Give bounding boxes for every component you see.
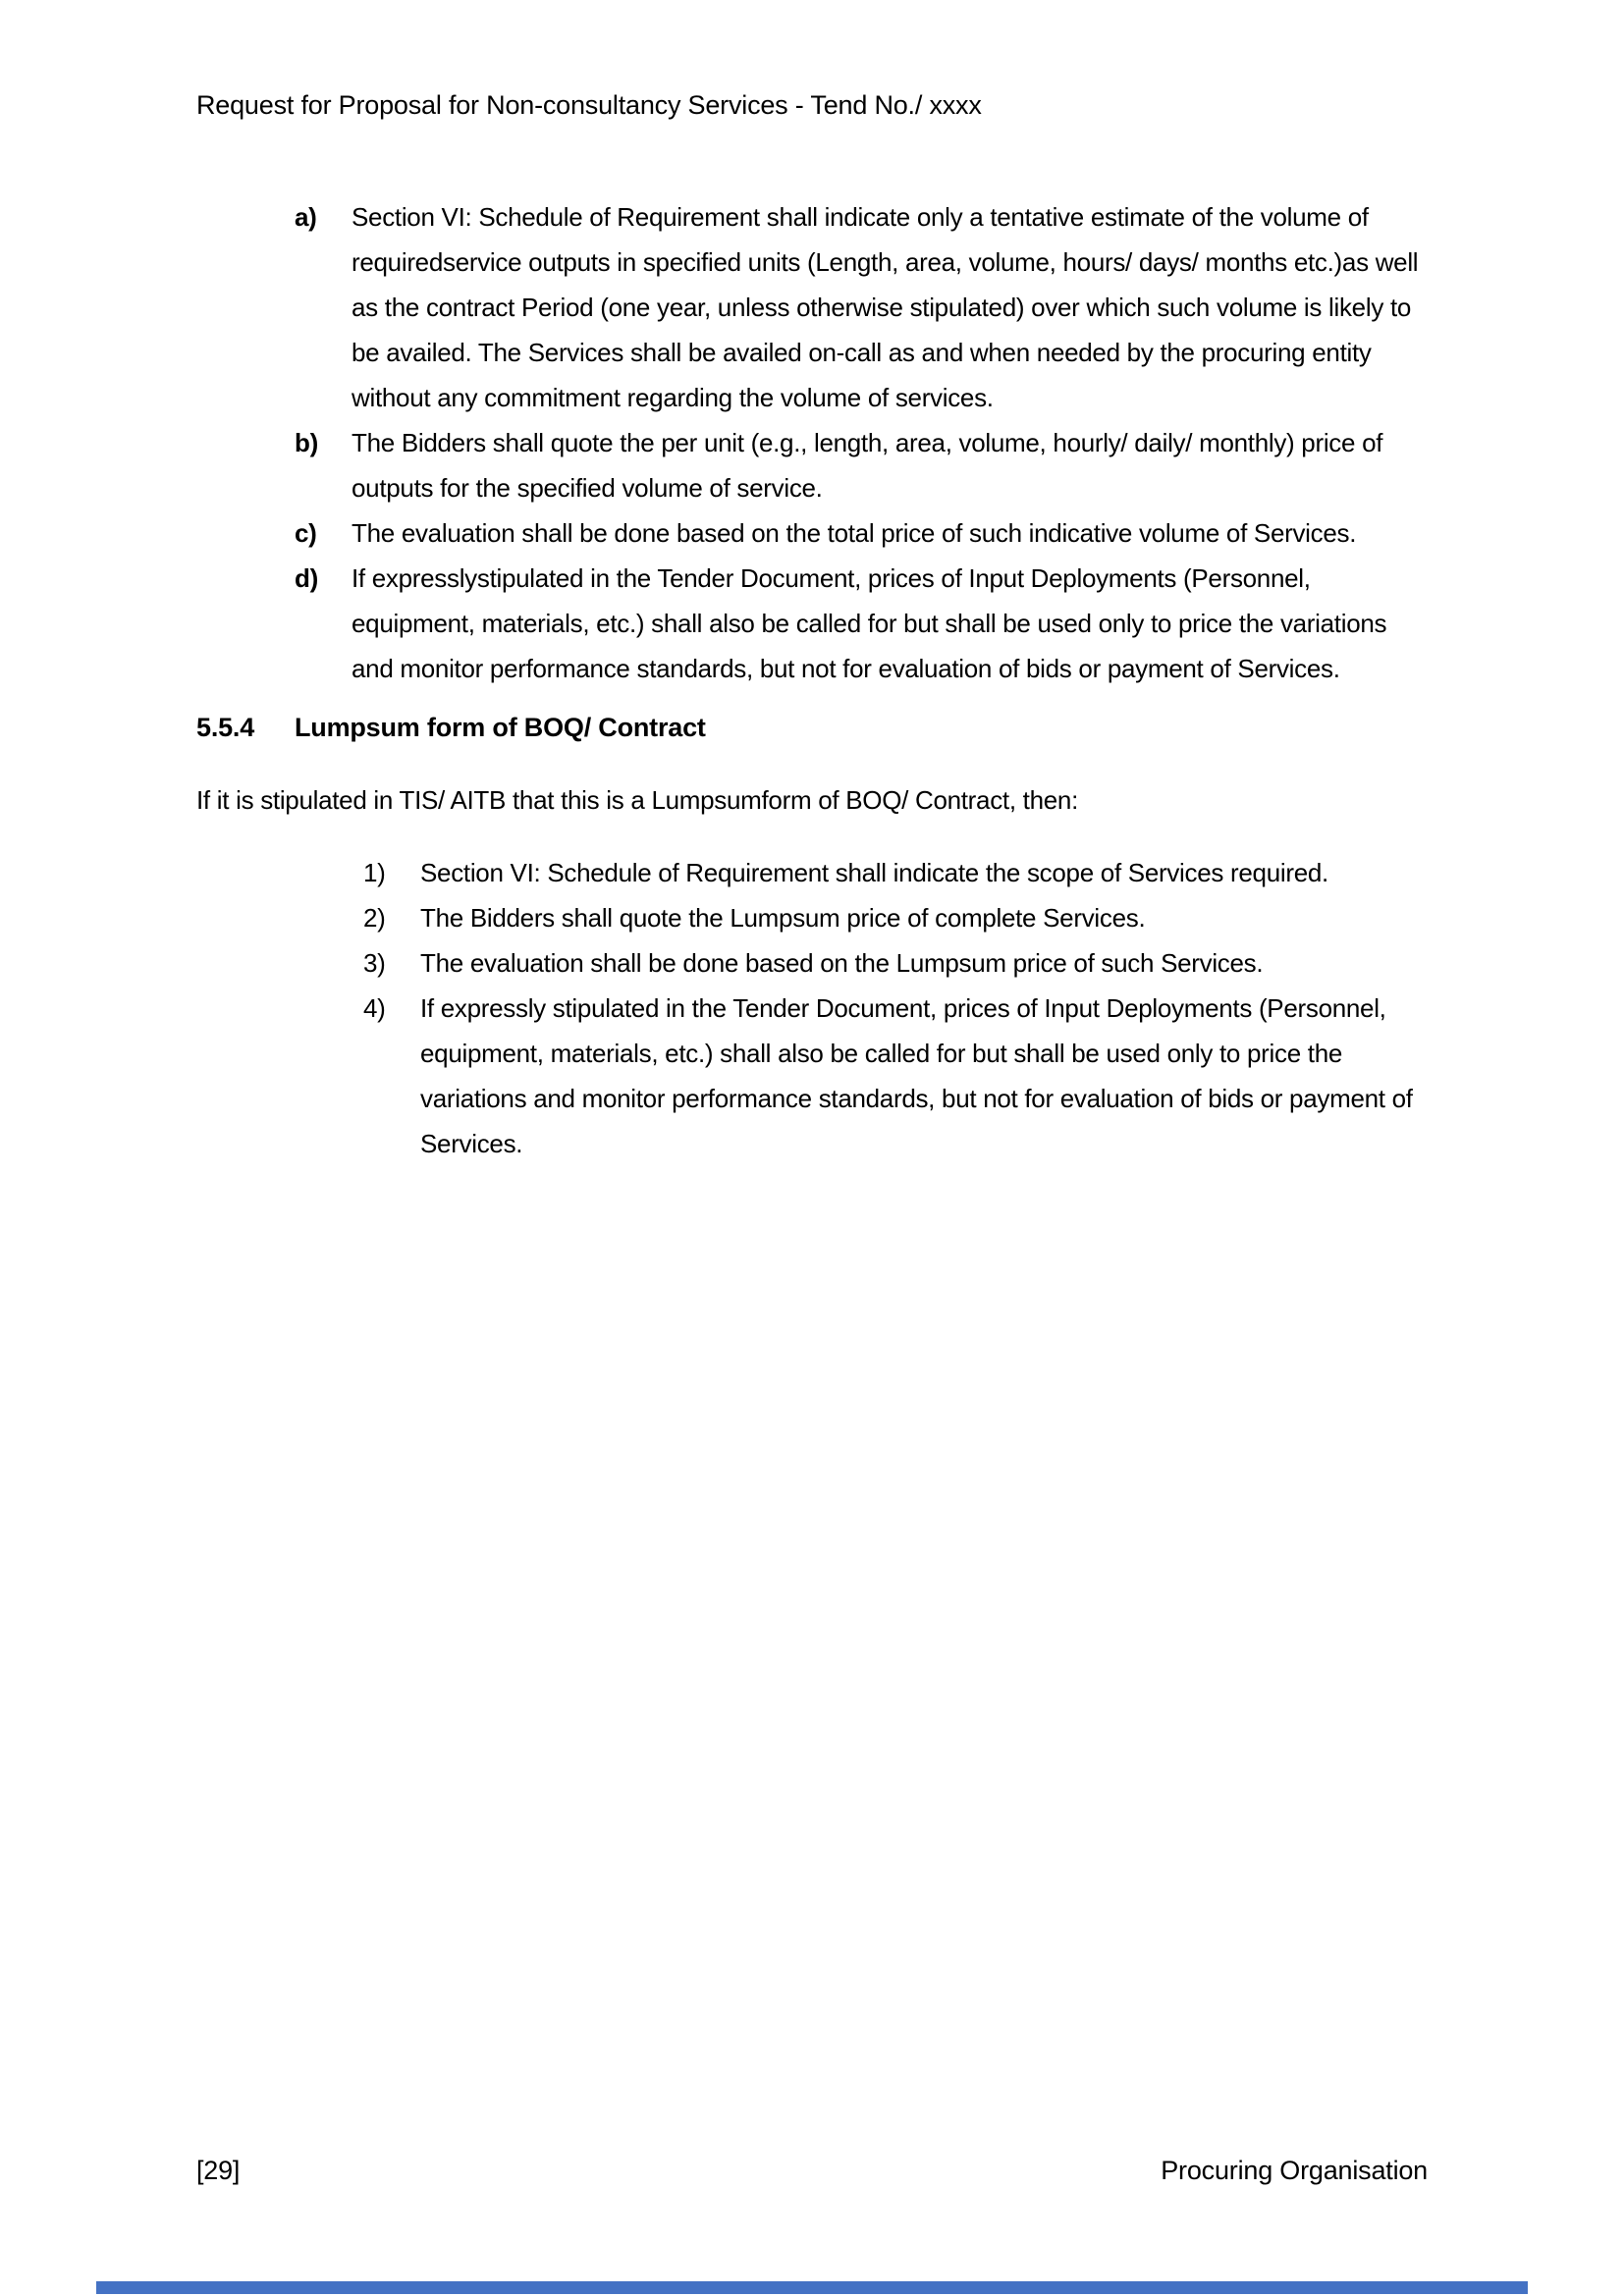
list-item-marker: b) [295, 428, 318, 457]
section-title: Lumpsum form of BOQ/ Contract [295, 713, 706, 742]
page-header [196, 90, 982, 121]
list-item-text: Section VI: Schedule of Requirement shall indicate the scope of Services required. [420, 858, 1328, 887]
list-item-marker: 2) [363, 903, 386, 933]
list-item [363, 986, 1435, 1166]
bottom-accent-bar [96, 2281, 1528, 2294]
list-item-text: The Bidders shall quote the Lumpsum price of complete Services. [420, 903, 1146, 933]
list-item-text: Section VI: Schedule of Requirement shall indicate only a tentative estimate of the volume of requiredservice outputs in specified units (Length, area, volume, hours/ days/ months etc.)as well as the contract Period (one year, unless otherwise stipulated) over which such volume is likely to be availed. The Services shall be availed on-call as and when needed by the procuring entity without any commitment regarding the volume of services. [352, 202, 1419, 412]
list-item-marker: 1) [363, 858, 386, 887]
list-item [363, 850, 1435, 895]
list-item-text: The evaluation shall be done based on the total price of such indicative volume of Services. [352, 518, 1357, 548]
list-item-marker: 3) [363, 948, 386, 978]
page-footer [196, 2156, 1428, 2186]
list-item [295, 194, 1434, 420]
lettered-list [295, 194, 1434, 691]
section-heading [196, 707, 1624, 748]
list-item-text: The evaluation shall be done based on the Lumpsum price of such Services. [420, 948, 1264, 978]
list-item [295, 510, 1434, 556]
numbered-list [363, 850, 1435, 1166]
header-title: Request for Proposal for Non-consultancy Services - Tend No./ xxxx [196, 90, 982, 120]
list-item [295, 556, 1434, 691]
footer-organisation: Procuring Organisation [1161, 2156, 1428, 2185]
list-item-text: If expressly stipulated in the Tender Document, prices of Input Deployments (Personnel, equipment, materials, etc.) shall also be called for but shall be used only to price the variations and monitor performance standards, but not for evaluation of bids or payment of Services. [420, 993, 1413, 1158]
list-item-marker: a) [295, 202, 317, 232]
section-number: 5.5.4 [196, 713, 255, 742]
intro-paragraph: If it is stipulated in TIS/ AITB that this is a Lumpsumform of BOQ/ Contract, then: [196, 785, 1078, 815]
list-item-marker: c) [295, 518, 317, 548]
list-item-text: The Bidders shall quote the per unit (e.g., length, area, volume, hourly/ daily/ monthly) price of outputs for the specified volume of service. [352, 428, 1383, 503]
list-item-marker: d) [295, 563, 318, 593]
list-item [363, 895, 1435, 940]
page-number: [29] [196, 2156, 241, 2185]
list-item [363, 940, 1435, 986]
list-item [295, 420, 1434, 510]
page-content [0, 194, 1624, 1166]
list-item-marker: 4) [363, 993, 386, 1023]
list-item-text: If expresslystipulated in the Tender Document, prices of Input Deployments (Personnel, equipment, materials, etc.) shall also be called for but shall be used only to price the variations and monitor performance standards, but not for evaluation of bids or payment of Services. [352, 563, 1387, 683]
